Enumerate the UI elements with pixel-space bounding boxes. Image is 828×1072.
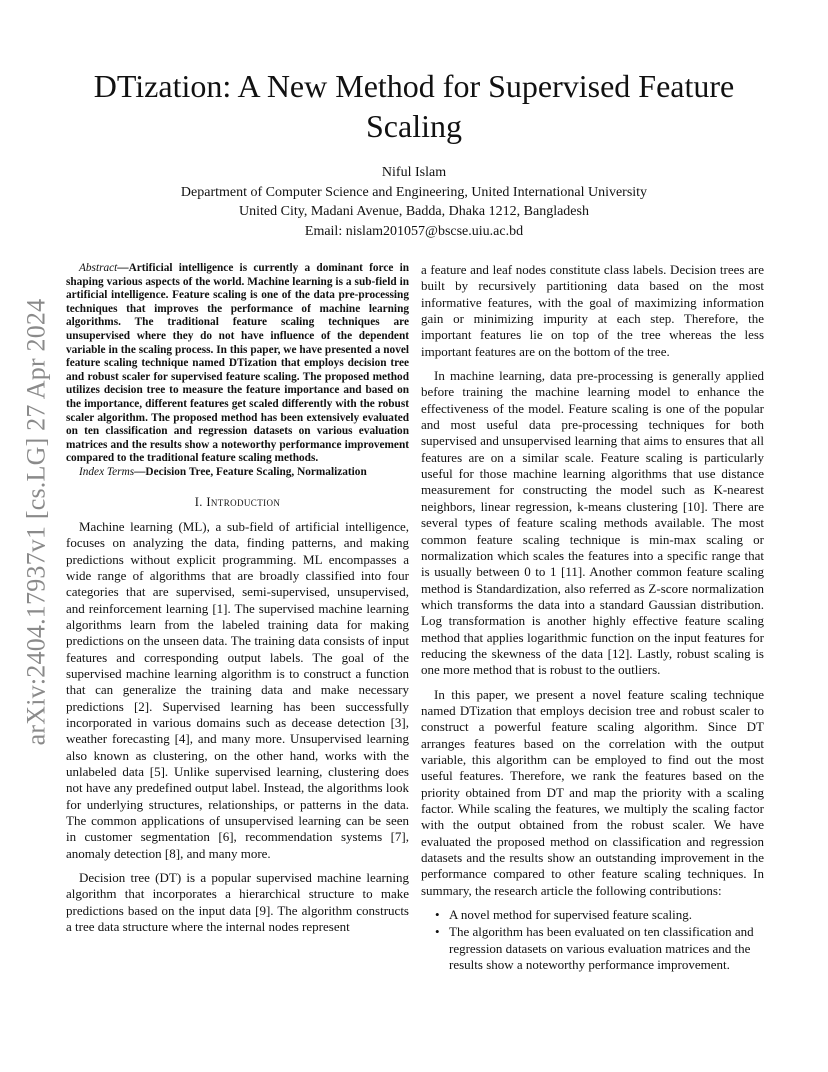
abstract-text: —Artificial intelligence is currently a dominant force in shaping various aspects of the world. Machine learning is a sub-field in artificial intelligence. Feature scaling is one of the data pre-processing techniques that improves the performance of machine learning algorithms. The traditional feature scaling techniques are unsupervised where they do not have influence of the dependent variable in the scaling process. In this paper, we have presented a novel feature scaling technique named DTization that employs decision tree and robust scaler for supervised feature scaling. The proposed method utilizes decision tree to measure the feature importance and based on the importance, different features get scaled differently with the robust scaler algorithm. The proposed method has been extensively evaluated on ten classification and regression datasets on various evaluation matrices and the results show a noteworthy performance improvement compared to the traditional feature scaling methods. [66, 262, 409, 465]
author-email: Email: nislam201057@bscse.uiu.ac.bd [304, 223, 524, 239]
intro-paragraph-2: Decision tree (DT) is a popular supervised machine learning algorithm that incorporates a hierarchical structure to make predictions based on the input data [9]. The algorithm constructs a tree data structure where the internal nodes represent [66, 870, 409, 935]
list-item: • The algorithm has been evaluated on ten classification and regression datasets on various evaluation matrices and the results show a noteworthy performance improvement. [449, 924, 764, 973]
list-item: • A novel method for supervised feature scaling. [449, 907, 764, 923]
intro-paragraph-3: In machine learning, data pre-processing is generally applied before training the machine learning model to enhance the effectiveness of the model. Feature scaling is one of the popular and most useful data pre-processing techniques for both supervised and unsupervised learning that aims to ensures that all features are on a similar scale. Feature scaling is particularly useful for those machine learning algorithms that use distance measurement for constructing the model such as K-nearest neighbors, linear regression, k-means clustering [10]. There are several types of feature scaling methods available. The most common feature scaling technique is min-max scaling or normalization which scales the features into a specific range that is usually between 0 to 1 [11]. Another common feature scaling method is Standardization, also referred as Z-score normalization which transforms the data into a standard Gaussian distribution. Log transformation is another highly effective feature scaling method that applies logarithmic function on the input features for reducing the skewness of the data [12]. Lastly, robust scaling is one more method that is robust to the outliers. [421, 368, 764, 678]
index-terms-lead: Index Terms [79, 465, 135, 478]
section-heading-introduction [66, 494, 409, 510]
author-address: United City, Madani Avenue, Badda, Dhaka 1212, Bangladesh [239, 204, 589, 219]
contributions-list [421, 907, 764, 973]
section-number: I. [194, 494, 203, 509]
intro-paragraph-1: Machine learning (ML), a sub-field of artificial intelligence, focuses on analyzing the data, finding patterns, and making predictions without explicit programming. ML encompasses a wide range of algorithms that are broadly classified into four categories that are supervised, semi-supervised, unsupervised, and reinforcement learning [1]. The supervised machine learning algorithms learn from the labeled training data for making predictions on the unseen data. The training data consists of input features and corresponding output labels. The goal of the supervised machine learning algorithm is to construct a function that can generalize the training data and make necessary predictions [2]. Supervised learning has been successfully incorporated in various domains such as decease detection [3], weather forecasting [4], and many more. Unsupervised learning also known as clustering, on the other hand, works with the unlabeled data [5]. Unlike supervised learning, clustering does not have any predefined output label. Instead, the algorithms look for underlying structures, relationships, or patterns in the data. The common applications of unsupervised learning can be seen in customer segmentation [6], recommendation systems [7], anomaly detection [8], and many more. [66, 518, 409, 861]
abstract [66, 262, 409, 466]
index-terms-text: —Decision Tree, Feature Scaling, Normalization [134, 465, 367, 478]
intro-paragraph-2-continued: a feature and leaf nodes constitute class labels. Decision trees are built by recursively partitioning data based on the most informative features, with the goal of maximizing information gain or minimizing impurity at each step. Therefore, the important features lie on top of the tree whereas the less important features are on the bottom of the tree. [421, 262, 764, 359]
arxiv-identifier-stamp [20, 287, 52, 757]
intro-paragraph-4: In this paper, we present a novel feature scaling technique named DTization that employs decision tree and robust scaler to construct a powerful feature scaling algorithm. Since DT arranges features based on the correlation with the output variable, this algorithm can be employed to find out the most useful features. Therefore, we rank the features based on the priority obtained from DT and map the priority with a scaling factor. While scaling the features, we multiply the scaling factor with the output obtained from the robust scaler. We have evaluated the proposed method on classification and regression datasets and the results show an outstanding improvement in the performance compared to other feature scaling techniques. In summary, the research article the following contributions: [421, 686, 764, 898]
paper-title: DTization: A New Method for Supervised Feature Scaling [93, 68, 735, 144]
section-title: Introduction [206, 494, 281, 509]
index-terms [66, 466, 409, 480]
author-department: Department of Computer Science and Engineering, United International University [180, 184, 648, 200]
abstract-lead: Abstract [79, 262, 118, 274]
author-block [62, 163, 766, 241]
arxiv-identifier-text: arXiv:2404.17937v1 [cs.LG] 27 Apr 2024 [21, 298, 50, 746]
left-column [66, 262, 409, 943]
right-column [421, 262, 764, 974]
author-name: Niful Islam [381, 165, 447, 180]
